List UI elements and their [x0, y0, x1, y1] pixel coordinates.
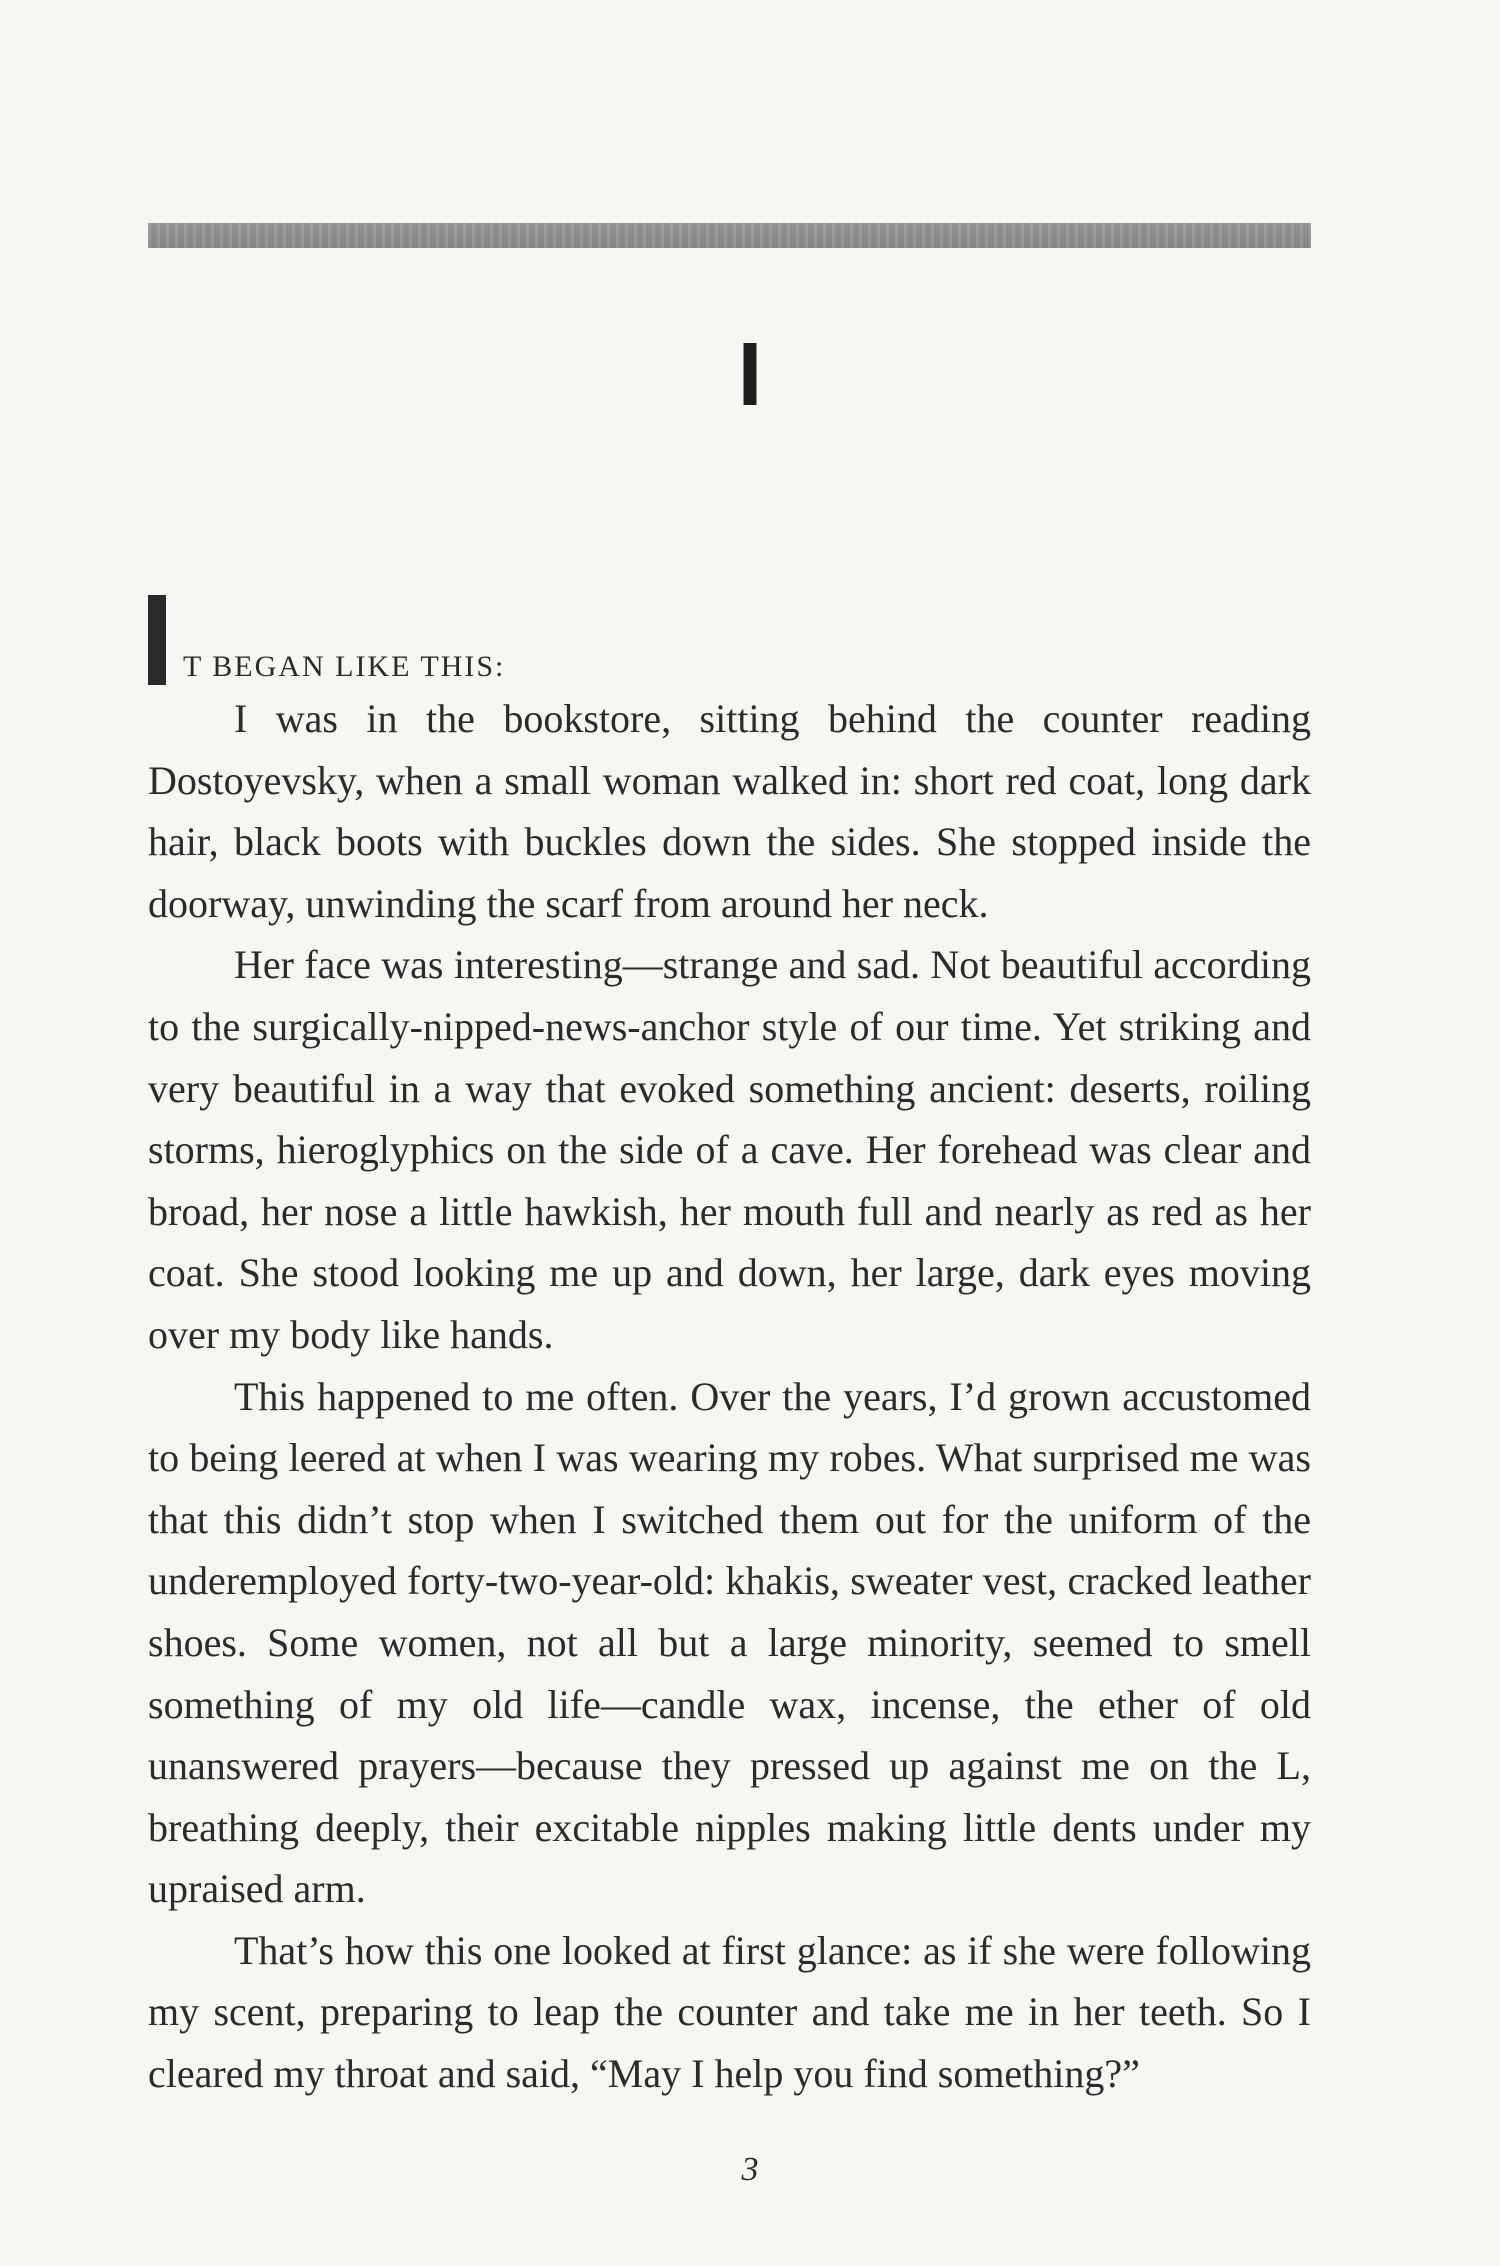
paragraph-4: That’s how this one looked at first glance: as if she were following my scent, preparing to leap the counter and take me in her teeth. So I cleared my throat and said, “May I help you find something?”	[148, 1927, 1311, 2097]
chapter-text	[148, 595, 1311, 2105]
chapter-header-rule	[148, 223, 1311, 248]
paragraph-2: Her face was interesting—strange and sad. Not beautiful according to the surgically-nipped-news-anchor style of our time. Yet striking and very beautiful in a way that evoked something ancient: deserts, roiling storms, hieroglyphics on the side of a cave. Her forehead was clear and broad, her nose a little hawkish, her mouth full and nearly as red as her coat. She stood looking me up and down, her large, dark eyes moving over my body like hands.	[148, 942, 1311, 1357]
paragraph-3: This happened to me often. Over the years, I’d grown accustomed to being leered at when I was wearing my robes. What surprised me was that this didn’t stop when I switched them out for the uniform of the underemployed forty-two-year-old: khakis, sweater vest, cracked leather shoes. Some women, not all but a large minority, seemed to smell something of my old life—candle wax, incense, the ether of old unanswered prayers—because they pressed up against me on the L, breathing deeply, their excitable nipples making little dents under my upraised arm.	[148, 1373, 1311, 1912]
opening-line	[148, 595, 1311, 688]
page-number: 3	[741, 2151, 759, 2188]
chapter-number: I	[737, 325, 763, 425]
paragraph-1: I was in the bookstore, sitting behind the counter reading Dostoyevsky, when a small woman walked in: short red coat, long dark hair, black boots with buckles down the sides. She stopped inside the doorway, unwinding the scarf from around her neck.	[148, 696, 1311, 926]
opening-small-caps: T BEGAN LIKE THIS:	[183, 650, 506, 683]
drop-cap	[148, 595, 166, 685]
